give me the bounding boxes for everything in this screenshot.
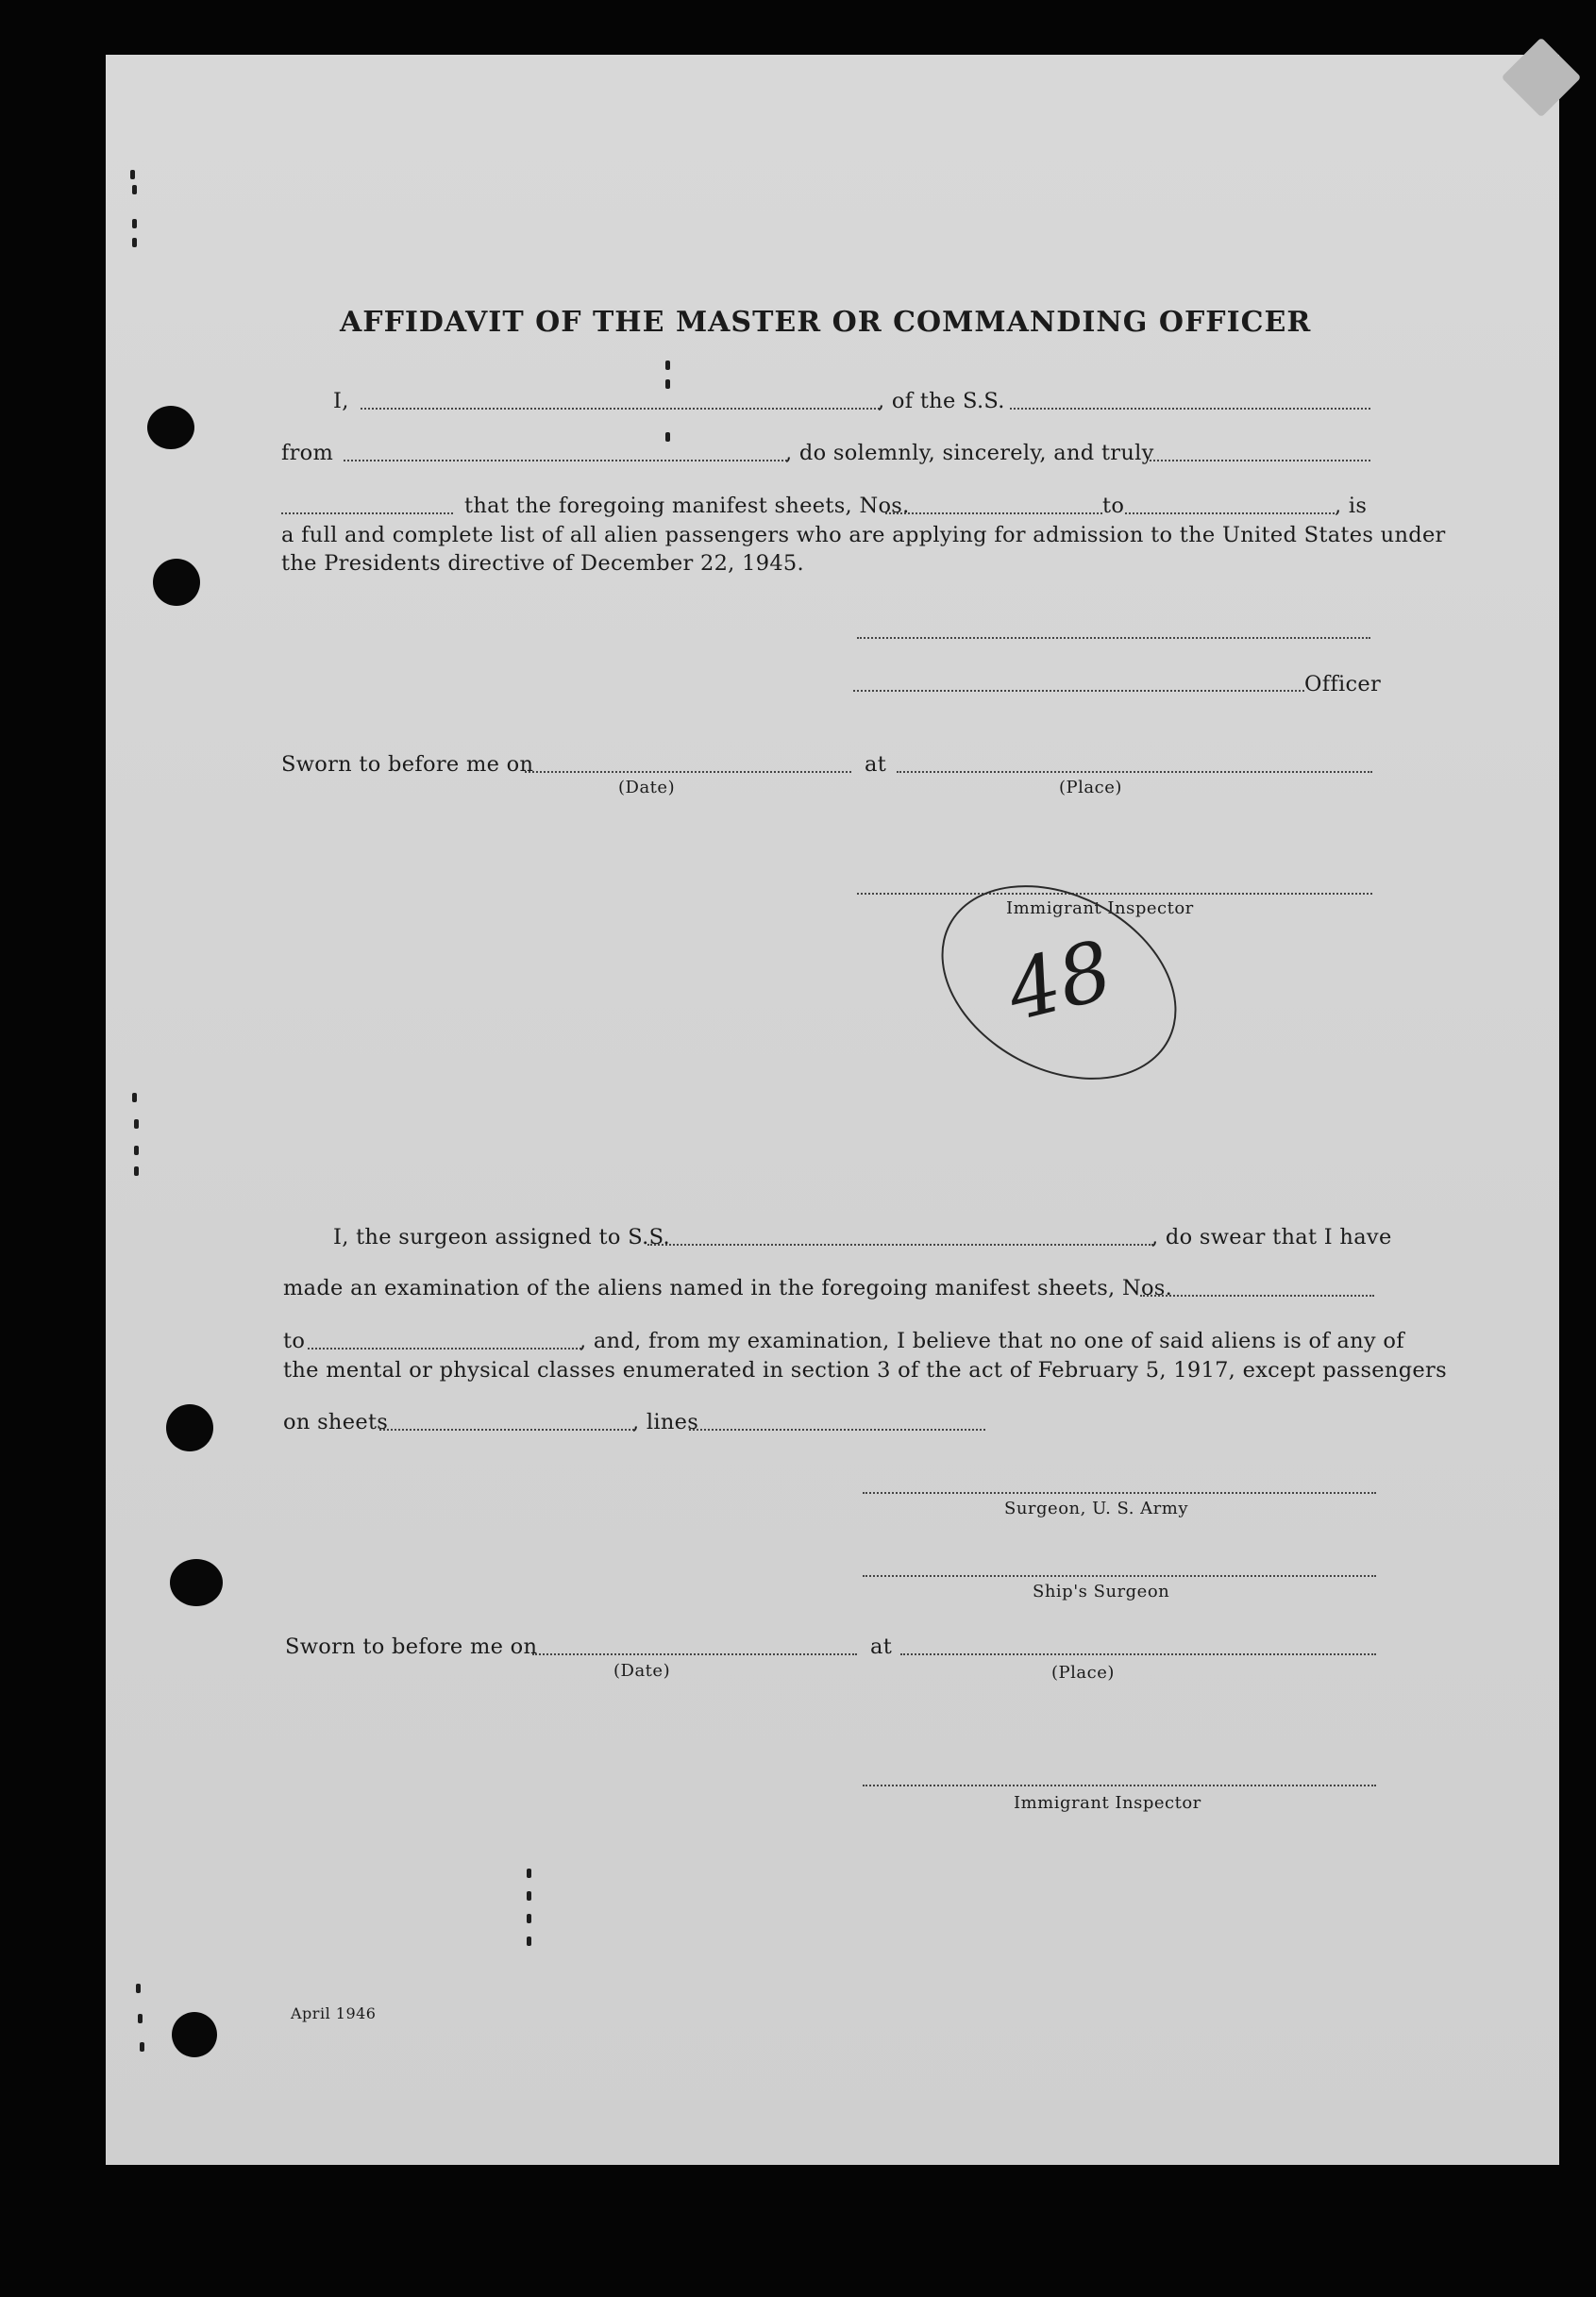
master-nos-from-blank [885,512,1102,514]
surgeon-sworn-place-blank [900,1653,1376,1655]
surgeon-line1-prefix: I, the surgeon assigned to S.S. [333,1225,670,1249]
margin-mark [132,185,137,194]
punch-hole [166,1404,213,1451]
master-truly-blank [1150,460,1370,461]
punch-hole [147,406,194,449]
master-nos-to-blank [1125,512,1335,514]
surgeon-line3-end: , and, from my examination, I believe that no one of said aliens is of any of [580,1329,1404,1353]
surgeon-line1-end: , do swear that I have [1151,1225,1392,1249]
surgeon-sworn-date-blank [532,1653,857,1655]
margin-mark [130,170,135,179]
officer-label: Officer [1304,672,1382,696]
margin-mark [134,1166,139,1176]
margin-mark [134,1119,139,1129]
surgeon-line2: made an examination of the aliens named in the foregoing manifest sheets, Nos. [283,1276,1173,1300]
surgeon-sworn-label: Sworn to before me on [285,1635,538,1659]
margin-mark [140,2042,144,2052]
master-line4: a full and complete list of all alien passengers who are applying for admission to the United States under [281,523,1446,547]
officer-signature-line [853,690,1304,692]
master-line3-to: to [1102,494,1125,518]
surgeon-ship-blank [647,1244,1153,1246]
master-line3-middle: that the foregoing manifest sheets, Nos. [464,494,910,518]
master-ship-blank [1010,408,1370,410]
punch-hole [153,559,200,606]
margin-mark [527,1914,531,1923]
form-date: April 1946 [291,2004,377,2022]
master-date-caption: (Date) [618,778,676,797]
surgeon-line5-middle: , lines [632,1410,699,1434]
surgeon-inspector-caption: Immigrant Inspector [1014,1793,1201,1813]
master-sworn-date-blank [525,771,851,773]
master-line1-prefix: I, [333,389,349,413]
margin-mark [665,360,670,370]
margin-mark [527,1937,531,1946]
master-signature-line [857,637,1370,639]
master-line2-prefix: from [281,441,334,465]
margin-mark [665,432,670,442]
master-line5: the Presidents directive of December 22, 1945. [281,551,804,576]
margin-mark [132,219,137,228]
margin-mark [665,379,670,389]
army-surgeon-signature-line [863,1492,1376,1494]
surgeon-to-blank [308,1348,581,1350]
surgeon-nos-blank [1140,1295,1374,1297]
surgeon-inspector-signature-line [863,1785,1376,1786]
margin-mark [136,1984,141,1993]
margin-mark [132,238,137,247]
handwritten-number: 48 [998,923,1121,1040]
surgeon-sheets-blank [379,1429,634,1431]
surgeon-line3-prefix: to [283,1329,306,1353]
master-at-label: at [865,752,887,777]
master-line3-end: , is [1335,494,1368,518]
margin-mark [132,1093,137,1102]
surgeon-line5-prefix: on sheets [283,1410,389,1434]
master-sworn-place-blank [897,771,1372,773]
master-inspector-caption: Immigrant Inspector [1006,898,1194,918]
punch-hole [172,2012,217,2057]
margin-mark [527,1891,531,1901]
master-line2-middle: , do solemnly, sincerely, and truly [785,441,1154,465]
master-oath-blank [281,512,453,514]
master-line1-middle: , of the S.S. [878,389,1005,413]
margin-mark [527,1869,531,1878]
margin-mark [134,1146,139,1155]
surgeon-lines-blank [689,1429,985,1431]
punch-hole [170,1559,223,1606]
master-from-blank [344,460,787,461]
surgeon-place-caption: (Place) [1051,1663,1115,1683]
surgeon-line4: the mental or physical classes enumerated in section 3 of the act of February 5, 1917, except passengers [283,1358,1447,1383]
surgeon-date-caption: (Date) [613,1661,671,1681]
ship-surgeon-caption: Ship's Surgeon [1033,1582,1170,1601]
master-place-caption: (Place) [1059,778,1122,797]
master-name-blank [361,408,880,410]
surgeon-at-label: at [870,1635,893,1659]
document-page [106,55,1559,2165]
army-surgeon-caption: Surgeon, U. S. Army [1004,1499,1189,1518]
master-inspector-signature-line [857,893,1372,895]
affidavit-title: AFFIDAVIT OF THE MASTER OR COMMANDING OFFICER [340,306,1312,339]
margin-mark [138,2014,143,2023]
ship-surgeon-signature-line [863,1575,1376,1577]
master-sworn-label: Sworn to before me on [281,752,534,777]
